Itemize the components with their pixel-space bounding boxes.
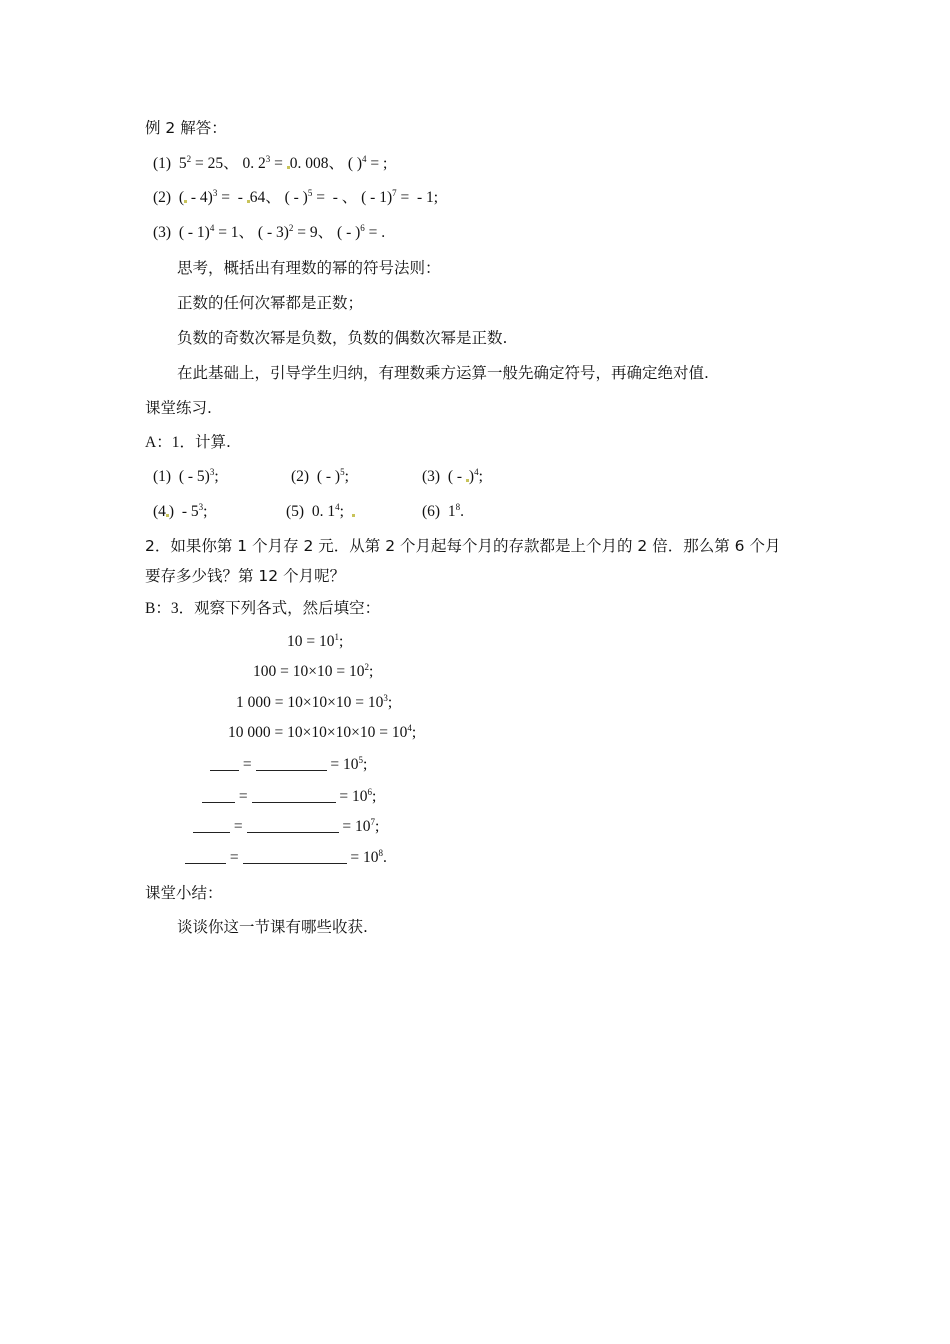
exercise-1: (1) ( - 5)$^3$; <box>153 467 219 485</box>
blank-row-7: = = $10^7$; <box>193 817 379 837</box>
exercise-2: (2) ( - )$^5$; <box>291 467 349 485</box>
conclusion-heading: 课堂小结： <box>145 884 223 902</box>
power-row-4: 10 $000 = 10\times 10\times 10\times 10 = 10^4$; <box>228 723 417 741</box>
example2-heading: 例 2 解答： <box>145 119 227 137</box>
question-2-line1: 2．如果你第 1 个月存 2 元．从第 2 个月起每个月的存款都是上个月的 2 倍．那么第 6 个月 <box>145 537 781 555</box>
practice-heading: 课堂练习. <box>145 399 212 417</box>
exercise-6: (6) $1^8$. <box>422 502 464 520</box>
rule-summary: 在此基础上，引导学生归纳，有理数乘方运算一般先确定符号，再确定绝对值. <box>177 364 709 382</box>
exercise-4: (4 ) - $5^3$; <box>153 502 208 520</box>
conclusion-text: 谈谈你这一节课有哪些收获. <box>177 918 368 936</box>
section-a-heading: A：1．计算. <box>145 433 231 451</box>
blank-input-right[interactable] <box>252 788 336 803</box>
power-row-2: $100 = 10\times 10 = 10^2$; <box>253 662 374 680</box>
blank-input-left[interactable] <box>185 849 226 864</box>
section-b-heading: B：3．观察下列各式，然后填空： <box>145 599 381 617</box>
blank-input-left[interactable] <box>202 788 235 803</box>
example2-item-2: (2) ( - 4)$^3$ = - 64、 ( - )$^5$ = - 、 ( - 1)$^7$ = - 1; <box>153 188 439 206</box>
rule-positive: 正数的任何次幂都是正数； <box>177 294 364 312</box>
blank-row-6: = = $10^6$; <box>202 787 376 807</box>
exercise-5: (5) 0. $1^4$; <box>286 502 355 522</box>
example2-item-3: (3) ( - 1)$^4$ = 1、 ( - 3)$^2$ = 9、 ( - )$^6$ = . <box>153 223 386 241</box>
blank-input-left[interactable] <box>210 756 239 771</box>
power-row-3: 1 $000 = 10\times 10\times 10 = 10^3$; <box>236 693 393 711</box>
power-row-1: $10 = 10^1$; <box>287 632 344 650</box>
blank-row-5: = = $10^5$; <box>210 755 367 775</box>
blank-input-right[interactable] <box>247 818 339 833</box>
think-text: 思考，概括出有理数的幂的符号法则： <box>177 259 441 277</box>
rule-negative: 负数的奇数次幂是负数，负数的偶数次幂是正数. <box>177 329 508 347</box>
blank-row-8: = = $10^8$. <box>185 848 387 868</box>
blank-input-right[interactable] <box>243 849 347 864</box>
example2-item-1: (1) $5^2 = 25$、 0. $2^3 = 0$. 008、 ( )$^4$ = ; <box>153 154 388 172</box>
question-2-line2: 要存多少钱？第 12 个月呢？ <box>145 567 346 585</box>
blank-input-left[interactable] <box>193 818 230 833</box>
blank-input-right[interactable] <box>256 756 327 771</box>
exercise-3: (3) ( - )$^4$; <box>422 467 483 485</box>
